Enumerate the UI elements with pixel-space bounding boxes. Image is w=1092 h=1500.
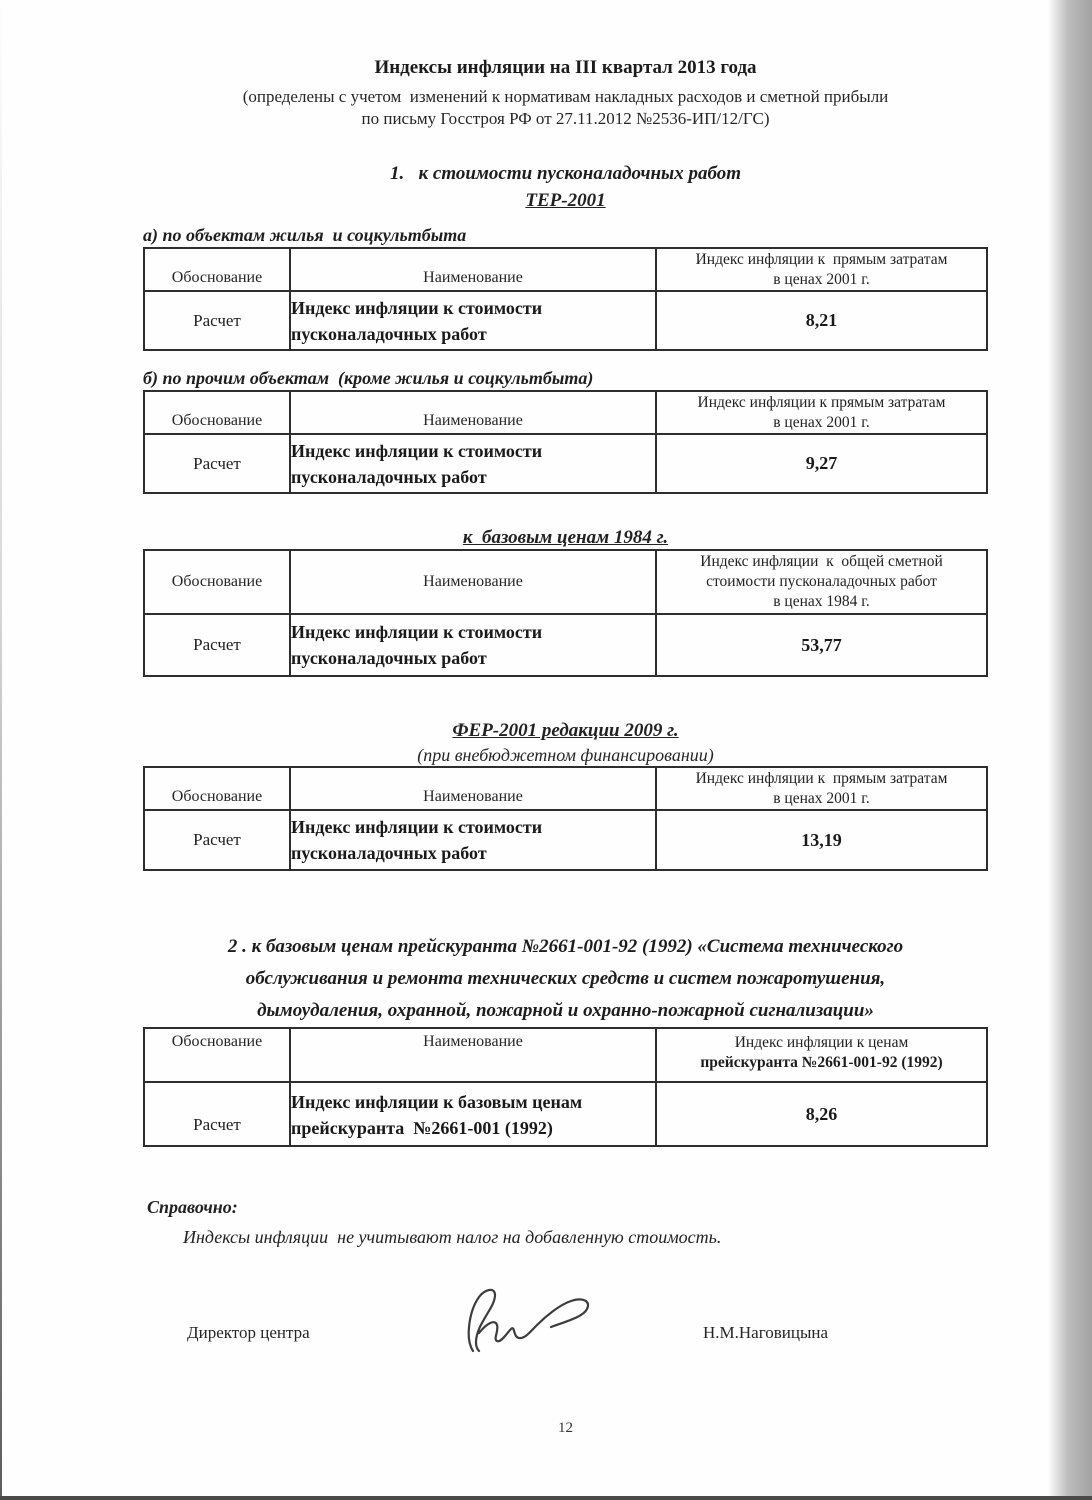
index-header-line: Индекс инфляции к прямым затратам (695, 769, 948, 787)
section2-heading-line: 2 . к базовым ценам прейскуранта №2661-001-92 (1992) «Система технического (227, 936, 904, 957)
table-row (144, 1082, 987, 1146)
heading-fer-2001: ФЕР-2001 редакции 2009 г. (452, 720, 679, 741)
section2-heading-line: дымоудаления, охранной, пожарной и охранно-пожарной сигнализации» (257, 1000, 874, 1021)
table-a-caption: а) по объектам жилья и соцкультбыта (143, 225, 467, 245)
index-header-line: прейскуранта №2661-001-92 (1992) (700, 1054, 943, 1071)
col-header-name: Наименование (290, 1028, 656, 1082)
name-line: пусконаладочных работ (291, 648, 487, 668)
cell-basis: Расчет (144, 1082, 290, 1146)
section2-heading (143, 931, 988, 1027)
table-base-prices-1984 (143, 549, 988, 677)
name-line: Индекс инфляции к стоимости (291, 622, 543, 642)
scan-edge-bottom (0, 1496, 1092, 1500)
document-subtitle-line2: по письму Госстроя РФ от 27.11.2012 №2536-ИП/12/ГС) (361, 109, 770, 128)
index-header-line: в ценах 2001 г. (773, 413, 870, 431)
col-header-name: Наименование (290, 767, 656, 810)
index-header-line: Индекс инфляции к общей сметной (700, 553, 943, 570)
cell-index-value: 8,26 (656, 1082, 987, 1146)
name-line: пусконаладочных работ (291, 466, 487, 487)
index-header-line: Индекс инфляции к ценам (734, 1034, 909, 1051)
col-header-name: Наименование (290, 248, 656, 291)
table-row (144, 291, 987, 350)
table-row (144, 614, 987, 676)
subheading-fer-financing: (при внебюджетном финансировании) (417, 745, 714, 765)
cell-basis: Расчет (144, 291, 290, 350)
cell-basis: Расчет (144, 614, 290, 676)
col-header-index (656, 248, 987, 291)
table-b-caption: б) по прочим объектам (кроме жилья и соцкультбыта) (143, 368, 594, 388)
table-row (144, 810, 987, 870)
table-fer-2001 (143, 766, 988, 871)
col-header-basis: Обоснование (144, 1028, 290, 1082)
cell-name (290, 810, 656, 870)
col-header-index (656, 1028, 987, 1082)
document-title: Индексы инфляции на III квартал 2013 года (374, 57, 757, 78)
col-header-index (656, 391, 987, 434)
scan-edge-left (0, 0, 2, 1500)
section2-heading-line: обслуживания и ремонта технических средств и систем пожаротушения, (245, 968, 886, 989)
cell-name (290, 434, 656, 493)
section1-subheading-ter2001: ТЕР-2001 (525, 190, 606, 211)
name-line: пусконаладочных работ (291, 323, 487, 344)
scan-edge-right (1048, 0, 1092, 1500)
col-header-basis: Обоснование (144, 767, 290, 810)
name-line: пусконаладочных работ (291, 843, 487, 863)
cell-index-value: 53,77 (656, 614, 987, 676)
cell-index-value: 8,21 (656, 291, 987, 350)
cell-name (290, 1082, 656, 1146)
cell-basis: Расчет (144, 810, 290, 870)
reference-note: Индексы инфляции не учитывают налог на добавленную стоимость. (183, 1227, 722, 1247)
document-content (143, 0, 988, 1379)
signer-name: Н.М.Наговицына (703, 1323, 829, 1342)
page-number: 12 (558, 1420, 573, 1436)
signer-title: Директор центра (187, 1323, 310, 1342)
col-header-index (656, 550, 987, 614)
cell-name (290, 291, 656, 350)
name-line: Индекс инфляции к базовым ценам (291, 1092, 583, 1112)
document-subtitle-line1: (определены с учетом изменений к нормативам накладных расходов и сметной прибыли (242, 87, 889, 106)
col-header-basis: Обоснование (144, 391, 290, 434)
signature-block (143, 1289, 988, 1379)
reference-label: Справочно: (147, 1197, 238, 1217)
col-header-basis: Обоснование (144, 550, 290, 614)
cell-index-value: 13,19 (656, 810, 987, 870)
table-price-list-2661 (143, 1027, 988, 1147)
col-header-index (656, 767, 987, 810)
heading-base-prices-1984: к базовым ценам 1984 г. (462, 527, 669, 548)
section1-heading: 1. к стоимости пусконаладочных работ (390, 163, 741, 184)
handwritten-signature (443, 1281, 613, 1361)
table-housing-objects (143, 247, 988, 351)
index-header-line: Индекс инфляции к прямым затратам (695, 250, 948, 268)
index-header-line: стоимости пусконаладочных работ (706, 573, 937, 590)
name-line: Индекс инфляции к стоимости (291, 817, 543, 837)
index-header-line: в ценах 2001 г. (773, 270, 870, 288)
col-header-name: Наименование (290, 391, 656, 434)
col-header-basis: Обоснование (144, 248, 290, 291)
table-row (144, 434, 987, 493)
index-header-line: в ценах 2001 г. (773, 789, 870, 807)
name-line: прейскуранта №2661-001 (1992) (291, 1118, 553, 1138)
index-header-line: Индекс инфляции к прямым затратам (697, 393, 946, 411)
col-header-name: Наименование (290, 550, 656, 614)
name-line: Индекс инфляции к стоимости (291, 297, 543, 318)
cell-name (290, 614, 656, 676)
cell-basis: Расчет (144, 434, 290, 493)
index-header-line: в ценах 1984 г. (773, 593, 870, 610)
cell-index-value: 9,27 (656, 434, 987, 493)
name-line: Индекс инфляции к стоимости (291, 440, 543, 461)
table-other-objects (143, 390, 988, 494)
